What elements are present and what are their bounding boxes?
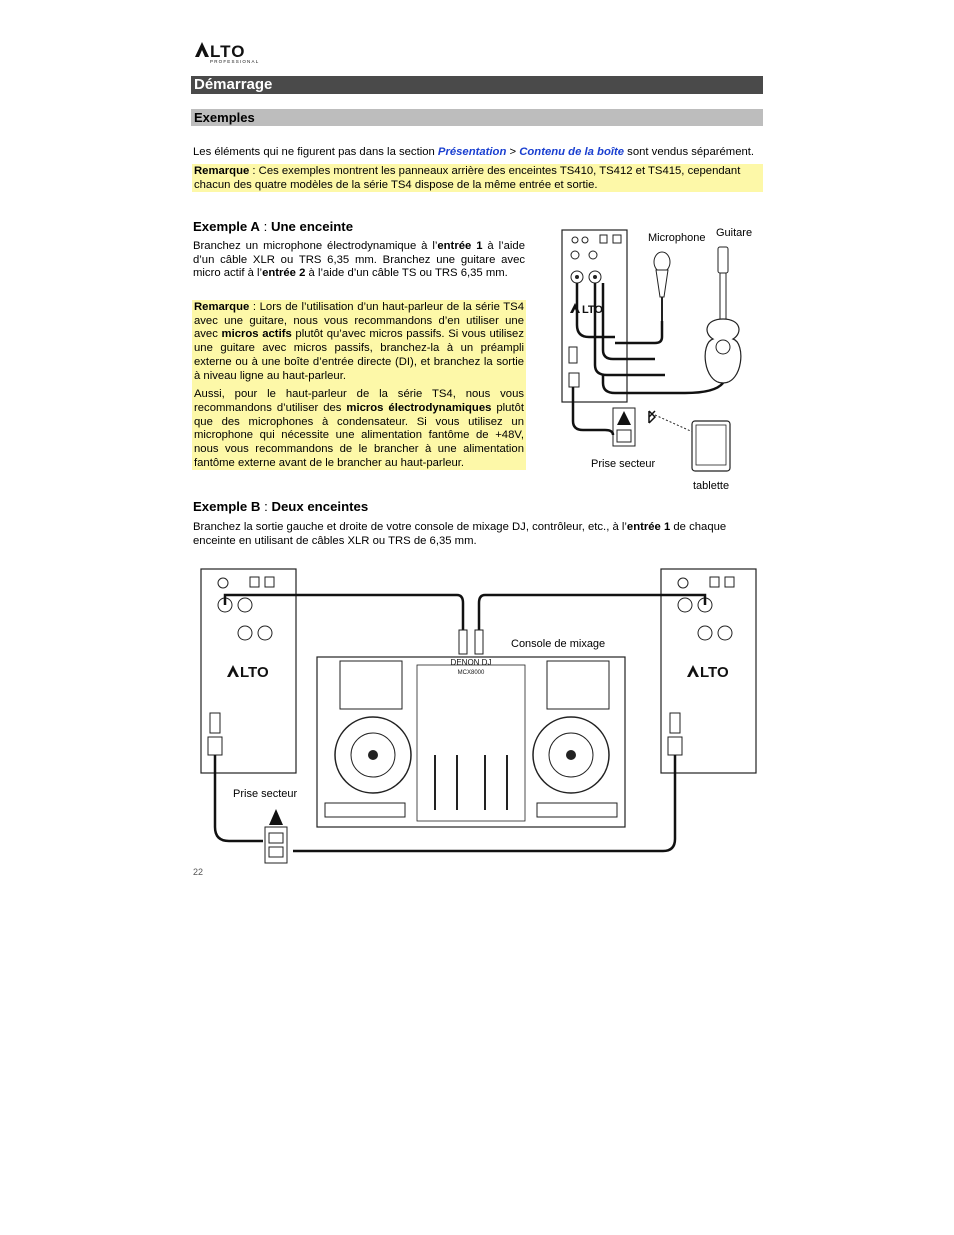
subsection-title: Exemples: [191, 109, 763, 126]
logo-subtext: PROFESSIONAL: [210, 59, 259, 64]
note-models: Remarque : Ces exemples montrent les panneaux arrière des enceintes TS410, TS412 et TS415, cependant chacun des quatre modèles de la série TS4 dispose de la même entrée et sortie.: [192, 164, 763, 192]
link-presentation[interactable]: Présentation: [437, 146, 507, 158]
link-box-contents[interactable]: Contenu de la boîte: [519, 146, 625, 158]
svg-text:LTO: LTO: [240, 664, 269, 681]
label-guitar: Guitare: [716, 227, 753, 239]
svg-text:LTO: LTO: [582, 304, 603, 316]
example-b-title: Exemple B : Deux enceintes: [193, 499, 369, 514]
tablet-icon: [692, 421, 730, 471]
bluetooth-icon: [649, 411, 655, 423]
console-brand: DENON DJ: [450, 658, 492, 667]
speaker-left: [201, 569, 296, 773]
power-outlet-icon-b: [265, 809, 287, 863]
label-tablet: tablette: [693, 480, 730, 492]
intro-paragraph: Les éléments qui ne figurent pas dans la section Présentation > Contenu de la boîte sont vendus séparément.: [193, 146, 755, 158]
label-microphone: Microphone: [648, 232, 706, 244]
svg-text:LTO: LTO: [700, 664, 729, 681]
example-a-paragraph: Branchez un microphone électrodynamique à l’entrée 1 à l’aide d’un câble XLR ou TRS 6,35 mm. Branchez une guitare avec micro actif à l’entrée 2 à l’aide d’un câble TS ou TRS 6,35 mm.: [193, 240, 525, 280]
console-model: MCX8000: [457, 670, 485, 676]
diagram-example-a: [555, 225, 765, 495]
example-b-paragraph: Branchez la sortie gauche et droite de votre console de mixage DJ, contrôleur, etc., à l’entrée 1 de chaque enceinte en utilisant de câbles XLR ou TRS de 6,35 mm.: [193, 521, 727, 547]
label-console: Console de mixage: [511, 638, 606, 650]
example-a-title: Exemple A : Une enceinte: [193, 219, 354, 234]
page-number: 22: [193, 867, 204, 877]
label-outlet-a: Prise secteur: [591, 458, 656, 470]
logo-text: LTO: [210, 42, 246, 61]
speaker-right: [661, 569, 756, 773]
note-guitar-mic: Remarque : Lors de l’utilisation d’un haut-parleur de la série TS4 avec une guitare, nous vous recommandons d’en utiliser une avec micros actifs plutôt qu’avec micros passifs. Si vous utilisez une guitare avec micros passifs, branchez-la à un préampli externe ou à une boîte d’entrée directe (DI), et branchez la sortie à niveau ligne au haut-parleur. Aussi, pour le haut-parleur de la série TS4, nous vous recommandons d’utiliser des micros électrodynamiques plutôt que des microphones à condensateur. Si vous utilisez un microphone qui nécessite une alimentation fantôme de +48V, nous vous recommandons de le brancher à une alimentation fantôme externe avant de le brancher au haut-parleur.: [194, 301, 524, 469]
label-outlet-b: Prise secteur: [233, 788, 298, 800]
dj-console: [317, 657, 625, 827]
section-title: Démarrage: [191, 76, 763, 94]
alto-logo: [193, 40, 259, 64]
diagram-example-b: [195, 565, 765, 865]
